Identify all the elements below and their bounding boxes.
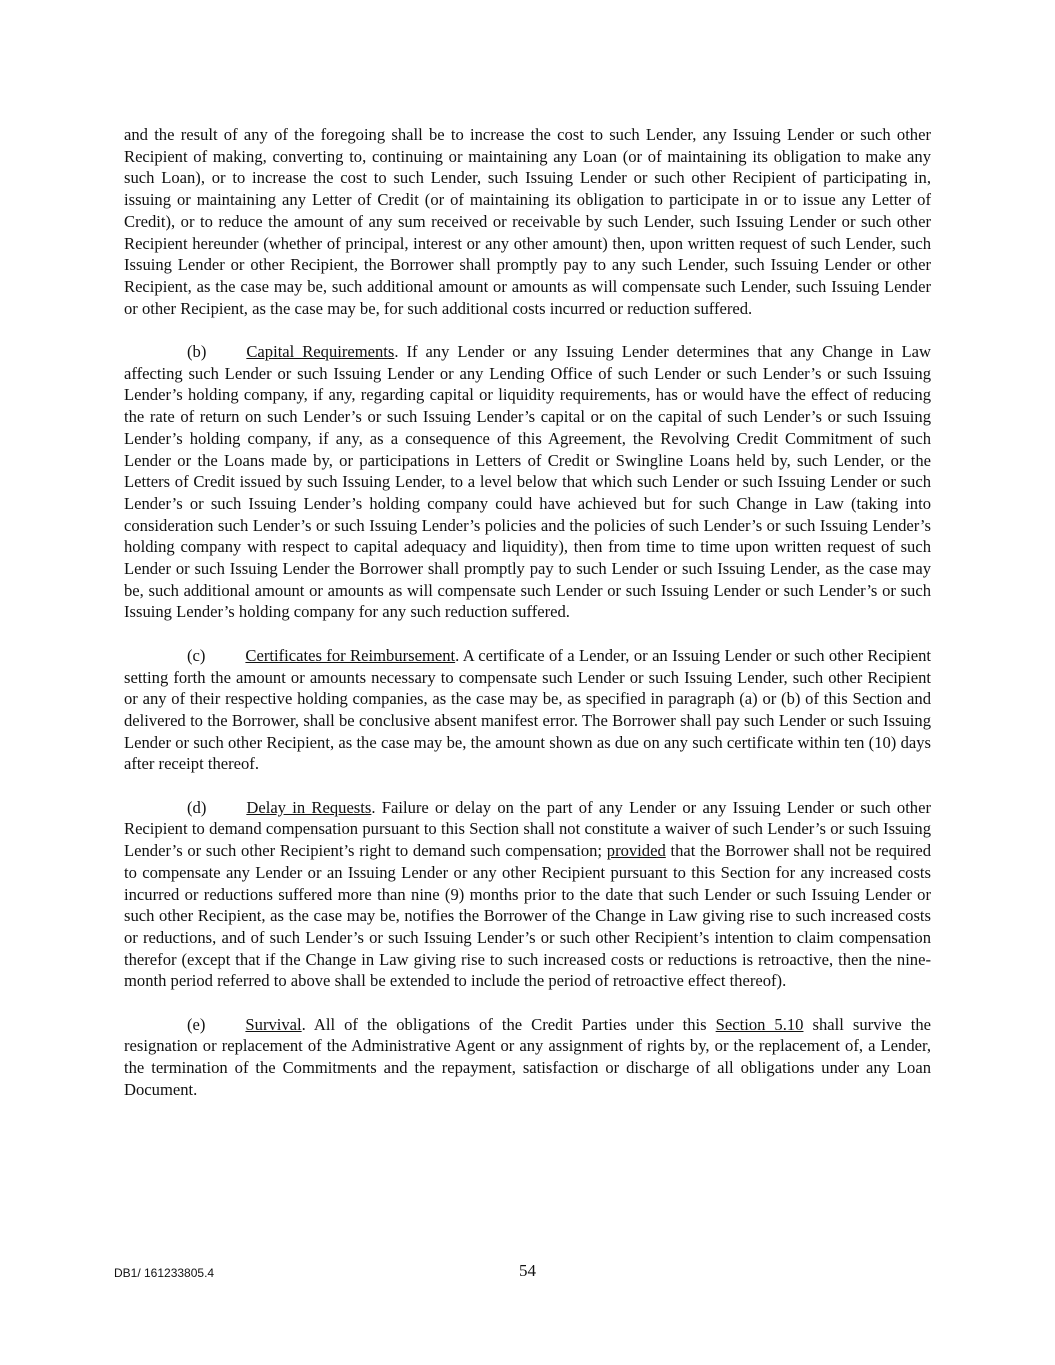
section-heading: Capital Requirements <box>246 342 395 362</box>
paragraph-text: that the Borrower shall not be required to compensate any Lender or an Issuing Lender or any other Recipient pursuant to this Section for any increased costs incurred or reductions suffered more than nine (9) months prior to the date that such Lender or such Issuing Lender or such other Recipient, as the case may be, notifies the Borrower of the Change in Law giving rise to such increased costs or reductions, and of such Lender’s or such Issuing Lender’s or such other Recipient’s intention to claim compensation therefor (except that if the Change in Law giving rise to such increased costs or reductions is retroactive, then the nine-month period referred to above shall be extended to include the period of retroactive effect thereof). <box>124 841 931 991</box>
section-reference: Section 5.10 <box>715 1014 804 1034</box>
document-id: DB1/ 161233805.4 <box>114 1266 215 1280</box>
paragraph-d-delay: (d) Delay in Requests. Failure or delay on the part of any Lender or any Issuing Lender or such other Recipient to demand compensation pursuant to this Section shall not constitute a waiver of such Lender’s or such Issuing Lender’s or such other Recipient’s right to demand such compensation; provided that the Borrower shall not be required to compensate any Lender or an Issuing Lender or any other Recipient pursuant to this Section for any increased costs incurred or reductions suffered more than nine (9) months prior to the date that such Lender or such Issuing Lender or such other Recipient, as the case may be, notifies the Borrower of the Change in Law giving rise to such increased costs or reductions, and of such Lender’s or such Issuing Lender’s or such other Recipient’s intention to claim compensation therefor (except that if the Change in Law giving rise to such increased costs or reductions is retroactive, then the nine-month period referred to above shall be extended to include the period of retroactive effect thereof). <box>124 797 931 991</box>
paragraph-text: If any Lender or any Issuing Lender determines that any Change in Law affecting such Lender or such Issuing Lender or any Lending Office of such Lender or such Lender’s or such Issuing Lender’s holding company, if any, regarding capital or liquidity requirements, has or would have the effect of reducing the rate of return on such Lender’s or such Issuing Lender’s capital or on the capital of such Lender’s or such Issuing Lender’s holding company, if any, as a consequence of this Agreement, the Revolving Credit Commitment of such Lender or the Loans made by, or participations in Letters of Credit or Swingline Loans held by, such Lender, or the Letters of Credit issued by such Issuing Lender, to a level below that which such Lender or such Issuing Lender or such Lender’s or such Issuing Lender’s holding company could have achieved but for such Change in Law (taking into consideration such Lender’s or such Issuing Lender’s policies and the policies of such Lender’s or such Issuing Lender’s holding company with respect to capital adequacy and liquidity), then from time to time upon written request of such Lender or such Issuing Lender the Borrower shall promptly pay to such Lender or such Issuing Lender, as the case may be, such additional amount or amounts as will compensate such Lender or such Issuing Lender or such Lender’s or such Issuing Lender’s holding company for any such reduction suffered. <box>124 342 931 622</box>
paragraph-text: shall survive the resignation or replacement of the Administrative Agent or any assignment of rights by, or the replacement of, a Lender, the termination of the Commitments and the repayment, satisfaction or discharge of all obligations under any Loan Document. <box>124 1014 932 1099</box>
paragraph-text: Failure or delay on the part of any Lender or any Issuing Lender or such other Recipient to demand compensation pursuant to this Section shall not constitute a waiver of such Lender’s or such Issuing Lender’s or such other Recipient’s right to demand such compensation; <box>124 797 931 861</box>
paragraph-label: (e) <box>187 1014 206 1034</box>
paragraph-continuation <box>124 124 931 319</box>
paragraph-label: (c) <box>187 645 206 665</box>
paragraph-label: (b) <box>187 342 207 362</box>
section-heading: Survival <box>245 1014 302 1034</box>
paragraph-label: (d) <box>187 797 207 817</box>
paragraph-b-capital-requirements: (b) Capital Requirements. If any Lender or any Issuing Lender determines that any Change in Law affecting such Lender or such Issuing Lender or any Lending Office of such Lender or such Lender’s or such Issuing Lender’s holding company, if any, regarding capital or liquidity requirements, has or would have the effect of reducing the rate of return on such Lender’s or such Issuing Lender’s capital or on the capital of such Lender’s or such Issuing Lender’s holding company, if any, as a consequence of this Agreement, the Revolving Credit Commitment of such Lender or the Loans made by, or participations in Letters of Credit or Swingline Loans held by, such Lender, or the Letters of Credit issued by such Issuing Lender, to a level below that which such Lender or such Issuing Lender or such Lender’s or such Issuing Lender’s holding company could have achieved but for such Change in Law (taking into consideration such Lender’s or such Issuing Lender’s policies and the policies of such Lender’s or such Issuing Lender’s holding company with respect to capital adequacy and liquidity), then from time to time upon written request of such Lender or such Issuing Lender the Borrower shall promptly pay to such Lender or such Issuing Lender, as the case may be, such additional amount or amounts as will compensate such Lender or such Issuing Lender or such Lender’s or such Issuing Lender’s holding company for any such reduction suffered. <box>124 342 931 622</box>
document-body <box>124 124 931 1122</box>
section-heading: Certificates for Reimbursement <box>245 645 456 665</box>
paragraph-c-certificates: (c) Certificates for Reimbursement. A certificate of a Lender, or an Issuing Lender or such other Recipient setting forth the amount or amounts necessary to compensate such Lender or such Issuing Lender, such other Recipient or any of their respective holding companies, as the case may be, as specified in paragraph (a) or (b) of this Section and delivered to the Borrower, shall be conclusive absent manifest error. The Borrower shall pay such Lender or such Issuing Lender or such other Recipient, as the case may be, the amount shown as due on any such certificate within ten (10) days after receipt thereof. <box>124 645 931 774</box>
paragraph-text: and the result of any of the foregoing shall be to increase the cost to such Lender, any Issuing Lender or such other Recipient of making, converting to, continuing or maintaining any Loan (or of maintaining its obligation to make any such Loan), or to increase the cost to such Lender, such Issuing Lender or such other Recipient of participating in, issuing or maintaining any Letter of Credit (or of maintaining its obligation to participate in or to issue any Letter of Credit), or to reduce the amount of any sum received or receivable by such Lender, such Issuing Lender or such other Recipient hereunder (whether of principal, interest or any other amount) then, upon written request of such Lender, such Issuing Lender or other Recipient, the Borrower shall promptly pay to any such Lender, such Issuing Lender or other Recipient, as the case may be, such additional amount or amounts as will compensate such Lender, such Issuing Lender or other Recipient, as the case may be, for such additional costs incurred or reduction suffered. <box>124 125 931 318</box>
paragraph-e-survival: (e) Survival. All of the obligations of the Credit Parties under this Section 5.10 shall survive the resignation or replacement of the Administrative Agent or any assignment of rights by, or the replacement of, a Lender, the termination of the Commitments and the repayment, satisfaction or discharge of all obligations under any Loan Document. <box>124 1014 932 1099</box>
proviso-term: provided <box>606 841 666 861</box>
paragraph-text: All of the obligations of the Credit Parties under this <box>313 1014 707 1034</box>
paragraph-text: A certificate of a Lender, or an Issuing Lender or such other Recipient setting forth the amount or amounts necessary to compensate such Lender or such Issuing Lender, such other Recipient or any of their respective holding companies, as the case may be, as specified in paragraph (a) or (b) of this Section and delivered to the Borrower, shall be conclusive absent manifest error. The Borrower shall pay such Lender or such Issuing Lender or such other Recipient, as the case may be, the amount shown as due on any such certificate within ten (10) days after receipt thereof. <box>124 645 931 774</box>
page-number: 54 <box>519 1261 536 1280</box>
section-heading: Delay in Requests <box>246 797 372 817</box>
